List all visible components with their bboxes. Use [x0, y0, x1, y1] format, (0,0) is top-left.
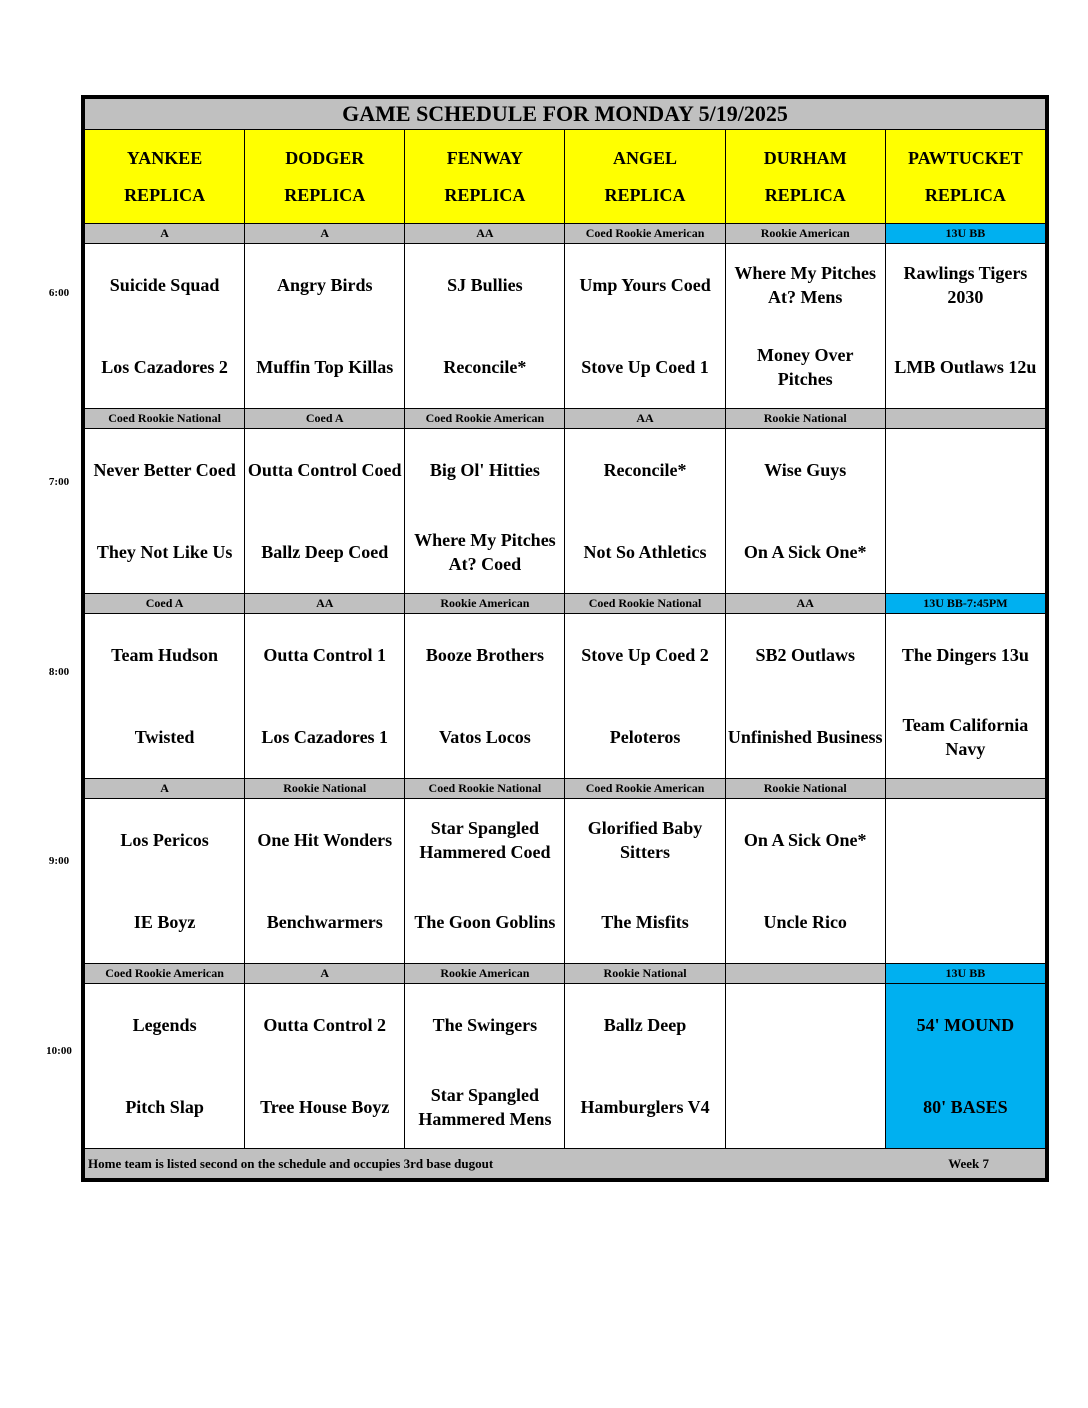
- away-team: Never Better Coed: [93, 460, 236, 480]
- time-label-7: 7:00: [48, 476, 70, 488]
- schedule-table: [84, 98, 1046, 1179]
- game-cell: [725, 614, 885, 779]
- home-team: Reconcile*: [443, 357, 527, 377]
- game-cell: [725, 244, 885, 409]
- field-sub: REPLICA: [604, 184, 686, 205]
- division-label: Coed Rookie American: [565, 224, 725, 244]
- home-team: On A Sick One*: [743, 542, 867, 562]
- home-team-note: Home team is listed second on the schedule and occupies 3rd base dugout: [88, 1155, 494, 1171]
- away-team: Rawlings Tigers 2030: [903, 263, 1028, 307]
- home-team: They Not Like Us: [96, 542, 233, 562]
- away-team: Team Hudson: [111, 645, 219, 665]
- week-label: Week 7: [948, 1155, 989, 1171]
- game-cell: [245, 429, 405, 594]
- game-cell: [565, 244, 725, 409]
- field-name: DURHAM: [763, 147, 847, 168]
- home-team: Star Spangled Hammered Mens: [418, 1085, 552, 1129]
- game-cell: [725, 429, 885, 594]
- away-team: On A Sick One*: [743, 830, 867, 850]
- home-team: The Goon Goblins: [414, 912, 556, 932]
- division-label: Rookie National: [245, 779, 405, 799]
- game-cell: [405, 244, 565, 409]
- home-team: Pitch Slap: [125, 1097, 204, 1117]
- division-label: 13U BB-7:45PM: [885, 594, 1045, 614]
- home-team: Los Cazadores 1: [261, 727, 389, 747]
- division-label: AA: [565, 409, 725, 429]
- schedule-title: GAME SCHEDULE FOR MONDAY 5/19/2025: [85, 99, 1046, 130]
- division-label: Coed Rookie National: [565, 594, 725, 614]
- field-name: YANKEE: [126, 147, 203, 168]
- home-team: [886, 511, 1045, 593]
- home-team: Twisted: [134, 727, 195, 747]
- away-team: Angry Birds: [276, 275, 373, 295]
- game-cell: [245, 799, 405, 964]
- division-label: Rookie American: [725, 224, 885, 244]
- away-team: SB2 Outlaws: [755, 645, 855, 665]
- division-label: A: [85, 224, 245, 244]
- home-team: Stove Up Coed 1: [581, 357, 709, 377]
- away-team: Big Ol' Hitties: [429, 460, 540, 480]
- game-cell: [565, 799, 725, 964]
- division-label: Coed Rookie American: [405, 409, 565, 429]
- field-header-pawtucket: [885, 130, 1045, 224]
- field-sub: REPLICA: [444, 184, 526, 205]
- game-cell: [405, 614, 565, 779]
- away-team: Where My Pitches At? Mens: [734, 263, 877, 307]
- time-label-10: 10:00: [46, 1045, 72, 1057]
- division-label: 13U BB: [885, 964, 1045, 984]
- time-label-9: 9:00: [48, 855, 70, 867]
- game-cell: [565, 614, 725, 779]
- away-team: Stove Up Coed 2: [581, 645, 709, 665]
- home-team: Hamburglers V4: [580, 1097, 710, 1117]
- game-cell: [405, 799, 565, 964]
- division-label: Rookie American: [405, 594, 565, 614]
- division-label: 13U BB: [885, 224, 1045, 244]
- away-team: Reconcile*: [603, 460, 687, 480]
- field-header-yankee: [85, 130, 245, 224]
- division-label: AA: [245, 594, 405, 614]
- game-cell: [245, 244, 405, 409]
- field-name: PAWTUCKET: [908, 147, 1023, 168]
- field-name: FENWAY: [446, 147, 524, 168]
- home-team: Money Over Pitches: [756, 345, 854, 389]
- home-team: Tree House Boyz: [260, 1097, 390, 1117]
- away-team: Outta Control Coed: [247, 460, 402, 480]
- away-team: Los Pericos: [120, 830, 209, 850]
- home-team: Uncle Rico: [763, 912, 847, 932]
- field-sub: REPLICA: [924, 184, 1006, 205]
- division-label: Coed Rookie National: [85, 409, 245, 429]
- game-cell: [885, 799, 1045, 964]
- game-cell: [245, 984, 405, 1149]
- field-sub: REPLICA: [764, 184, 846, 205]
- field-header-durham: [725, 130, 885, 224]
- home-team: Los Cazadores 2: [101, 357, 228, 377]
- game-cell: [85, 244, 245, 409]
- division-label: AA: [405, 224, 565, 244]
- game-cell: [245, 614, 405, 779]
- division-label: [885, 409, 1045, 429]
- field-header-angel: [565, 130, 725, 224]
- away-team: [886, 799, 1045, 881]
- home-team: Ballz Deep Coed: [261, 542, 389, 562]
- away-team: Suicide Squad: [109, 275, 220, 295]
- away-team: [886, 429, 1045, 511]
- away-team: Legends: [132, 1015, 197, 1035]
- home-team: Muffin Top Killas: [256, 357, 394, 377]
- schedule-sheet: [81, 95, 1049, 1182]
- division-label: A: [245, 964, 405, 984]
- away-team: Booze Brothers: [425, 645, 544, 665]
- home-team: IE Boyz: [133, 912, 196, 932]
- division-label: [725, 964, 885, 984]
- mound-distance: 54' MOUND: [916, 1015, 1015, 1035]
- home-team: Not So Athletics: [583, 542, 707, 562]
- field-header-fenway: [405, 130, 565, 224]
- home-team: [726, 1066, 885, 1148]
- game-cell: [85, 429, 245, 594]
- home-team: Unfinished Business: [727, 727, 883, 747]
- home-team: Vatos Locos: [438, 727, 531, 747]
- game-cell: [885, 244, 1045, 409]
- division-label: [885, 779, 1045, 799]
- division-label: Coed Rookie National: [405, 779, 565, 799]
- field-sub: REPLICA: [284, 184, 366, 205]
- time-label-8: 8:00: [48, 666, 70, 678]
- field-name: ANGEL: [613, 147, 678, 168]
- away-team: Outta Control 1: [263, 645, 387, 665]
- game-cell: [885, 429, 1045, 594]
- game-cell: [405, 429, 565, 594]
- away-team: [726, 984, 885, 1066]
- game-cell-13u-note: [885, 984, 1045, 1149]
- division-label: Coed Rookie American: [565, 779, 725, 799]
- game-cell: [85, 799, 245, 964]
- division-label: A: [245, 224, 405, 244]
- time-label-6: 6:00: [48, 287, 70, 299]
- game-cell: [725, 799, 885, 964]
- division-label: Rookie National: [725, 409, 885, 429]
- division-label: Rookie American: [405, 964, 565, 984]
- away-team: Outta Control 2: [263, 1015, 387, 1035]
- game-cell: [885, 614, 1045, 779]
- division-label: A: [85, 779, 245, 799]
- base-distance: 80' BASES: [923, 1097, 1008, 1117]
- schedule-footer: [85, 1149, 1046, 1179]
- away-team: The Dingers 13u: [901, 645, 1029, 665]
- away-team: Ballz Deep: [603, 1015, 687, 1035]
- field-header-dodger: [245, 130, 405, 224]
- home-team: Peloteros: [609, 727, 681, 747]
- game-cell: [725, 984, 885, 1149]
- home-team: Benchwarmers: [266, 912, 383, 932]
- division-label: Coed Rookie American: [85, 964, 245, 984]
- division-label: Rookie National: [725, 779, 885, 799]
- division-label: Coed A: [245, 409, 405, 429]
- away-team: Glorified Baby Sitters: [587, 818, 703, 862]
- game-cell: [565, 429, 725, 594]
- game-cell: [85, 984, 245, 1149]
- field-sub: REPLICA: [124, 184, 206, 205]
- away-team: Star Spangled Hammered Coed: [419, 818, 551, 862]
- division-label: Coed A: [85, 594, 245, 614]
- game-cell: [405, 984, 565, 1149]
- home-team: Team California Navy: [902, 715, 1029, 759]
- game-cell: [565, 984, 725, 1149]
- home-team: [886, 881, 1045, 963]
- home-team: LMB Outlaws 12u: [894, 357, 1037, 377]
- home-team: Where My Pitches At? Coed: [414, 530, 556, 574]
- game-cell: [85, 614, 245, 779]
- away-team: Wise Guys: [764, 460, 847, 480]
- division-label: AA: [725, 594, 885, 614]
- away-team: One Hit Wonders: [257, 830, 393, 850]
- division-label: Rookie National: [565, 964, 725, 984]
- away-team: SJ Bullies: [447, 275, 523, 295]
- away-team: Ump Yours Coed: [579, 275, 711, 295]
- home-team: The Misfits: [601, 912, 689, 932]
- away-team: The Swingers: [432, 1015, 538, 1035]
- field-name: DODGER: [285, 147, 365, 168]
